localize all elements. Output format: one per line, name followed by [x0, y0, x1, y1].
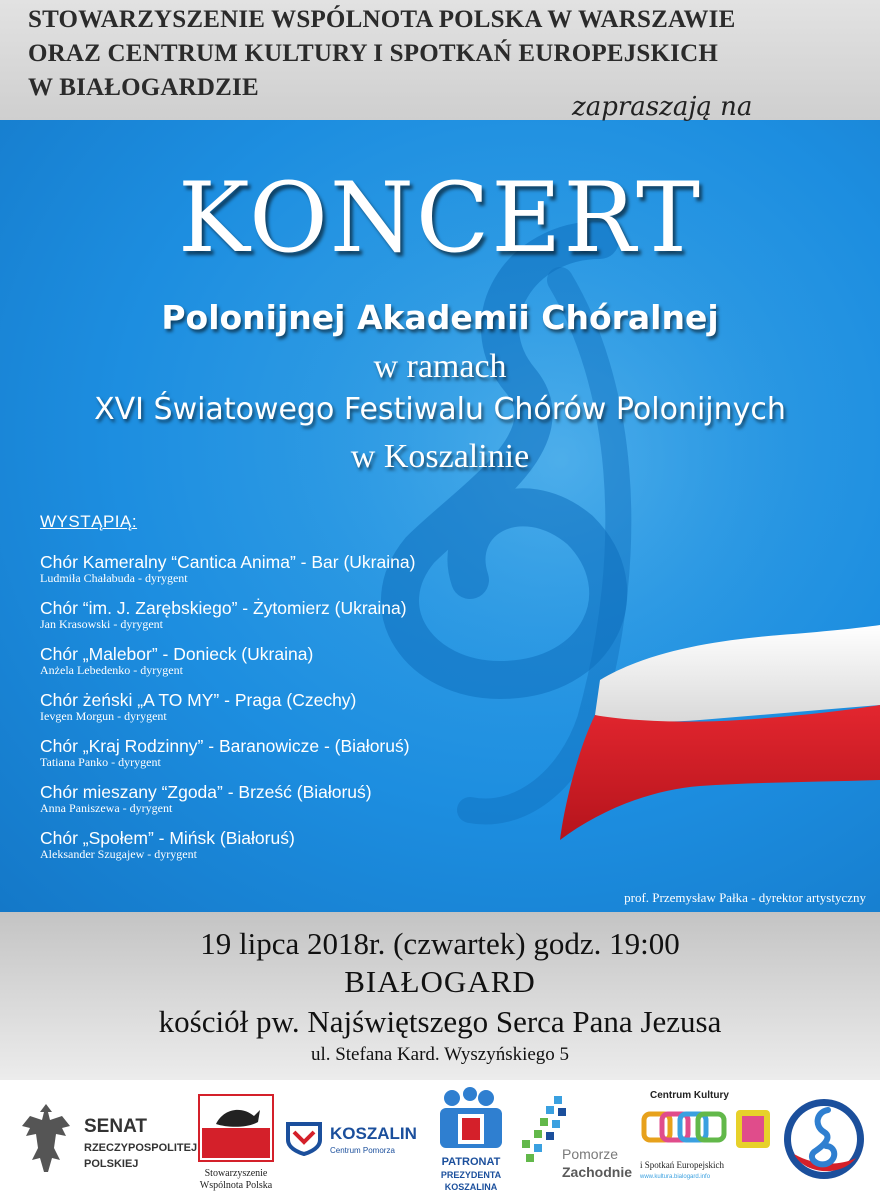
senat-title: SENAT — [84, 1116, 147, 1137]
choir-conductor: Anżela Lebedenko - dyrygent — [40, 663, 183, 677]
eagle-emblem-icon — [18, 1098, 74, 1178]
festival-clef-logo-icon — [780, 1094, 868, 1184]
choir-item — [40, 690, 560, 723]
organizer-line-1: STOWARZYSZENIE WSPÓLNOTA POLSKA W WARSZAWIE — [28, 6, 736, 33]
pomorze-line-1: Pomorze — [562, 1146, 619, 1162]
main-blue-panel — [0, 120, 880, 912]
ck-rings-icon — [640, 1106, 776, 1156]
koszalin-logo — [284, 1120, 434, 1160]
performers-heading: WYSTĄPIĄ: — [40, 512, 138, 531]
pomorze-zachodnie-logo — [514, 1094, 634, 1190]
pomorze-line-2: Zachodnie — [562, 1164, 633, 1180]
festival-location: w Koszalinie — [350, 438, 530, 475]
koszalin-title: KOSZALIN — [330, 1124, 417, 1143]
koszalin-shield-icon — [284, 1120, 324, 1156]
centrum-kultury-logo — [640, 1090, 776, 1190]
koszalin-subtitle: Centrum Pomorza — [330, 1146, 395, 1155]
wspolnota-line-2: Wspólnota Polska — [199, 1180, 273, 1191]
senat-subtitle-1: RZECZYPOSPOLITEJ — [84, 1142, 198, 1154]
choir-name: Chór “im. J. Zarębskiego” - Żytomierz (Ukraina) — [40, 598, 407, 618]
sponsor-logos — [0, 1080, 880, 1200]
event-city: BIAŁOGARD — [344, 964, 536, 999]
patronat-figures-icon — [434, 1086, 508, 1152]
choir-name: Chór „Społem” - Mińsk (Białoruś) — [40, 828, 295, 848]
patronat-logo — [434, 1086, 508, 1196]
wspolnota-line-1: Stowarzyszenie — [204, 1168, 268, 1179]
choir-conductor: Ievgen Morgun - dyrygent — [40, 709, 167, 723]
invitation-text: zapraszają na — [572, 92, 753, 122]
organizer-line-3: W BIAŁOGARDZIE — [28, 74, 259, 101]
concert-title: KONCERT — [178, 162, 702, 274]
choir-name: Chór żeński „A TO MY” - Praga (Czechy) — [40, 690, 357, 710]
choir-item — [40, 782, 560, 815]
event-details — [0, 912, 880, 1080]
choir-item — [40, 644, 560, 677]
festival-title: XVI Światowego Festiwalu Chórów Polonijnych — [94, 392, 786, 427]
subtitle-within: w ramach — [373, 348, 507, 385]
ck-url: www.kultura.bialogard.info — [640, 1174, 711, 1180]
patronat-line-1: PATRONAT — [441, 1156, 501, 1168]
choir-name: Chór mieszany “Zgoda” - Brześć (Białoruś) — [40, 782, 372, 802]
choir-name: Chór „Malebor” - Donieck (Ukraina) — [40, 644, 314, 664]
choir-conductor: Aleksander Szugajew - dyrygent — [40, 847, 197, 861]
wspolnota-polska-logo — [196, 1094, 276, 1194]
choir-name: Chór „Kraj Rodzinny” - Baranowicze - (Białoruś) — [40, 736, 410, 756]
pomorze-mosaic-icon — [514, 1094, 574, 1174]
choir-name: Chór Kameralny “Cantica Anima” - Bar (Ukraina) — [40, 552, 416, 572]
ck-line-2: i Spotkań Europejskich — [640, 1160, 724, 1170]
academy-title: Polonijnej Akademii Chóralnej — [161, 298, 719, 337]
artistic-director: prof. Przemysław Pałka - dyrektor artystyczny — [624, 890, 866, 905]
patronat-line-2: PREZYDENTA — [440, 1170, 502, 1180]
choir-conductor: Tatiana Panko - dyrygent — [40, 755, 161, 769]
ck-line-1: Centrum Kultury — [650, 1090, 729, 1101]
event-date: 19 lipca 2018r. (czwartek) godz. 19:00 — [200, 926, 680, 961]
patronat-line-3: KOSZALINA — [444, 1182, 498, 1192]
senat-logo — [18, 1098, 198, 1178]
choir-conductor: Jan Krasowski - dyrygent — [40, 617, 163, 631]
senat-subtitle-2: POLSKIEJ — [84, 1158, 139, 1170]
choir-item — [40, 598, 560, 631]
wspolnota-emblem-icon — [198, 1094, 274, 1164]
event-venue: kościół pw. Najświętszego Serca Pana Jezusa — [158, 1004, 722, 1039]
choir-item — [40, 828, 560, 861]
organizer-line-2: ORAZ CENTRUM KULTURY I SPOTKAŃ EUROPEJSKICH — [28, 40, 718, 67]
choir-item — [40, 552, 560, 585]
choir-conductor: Anna Paniszewa - dyrygent — [40, 801, 173, 815]
event-address: ul. Stefana Kard. Wyszyńskiego 5 — [310, 1044, 570, 1065]
choir-conductor: Ludmiła Chałabuda - dyrygent — [40, 571, 188, 585]
choir-item — [40, 736, 560, 769]
